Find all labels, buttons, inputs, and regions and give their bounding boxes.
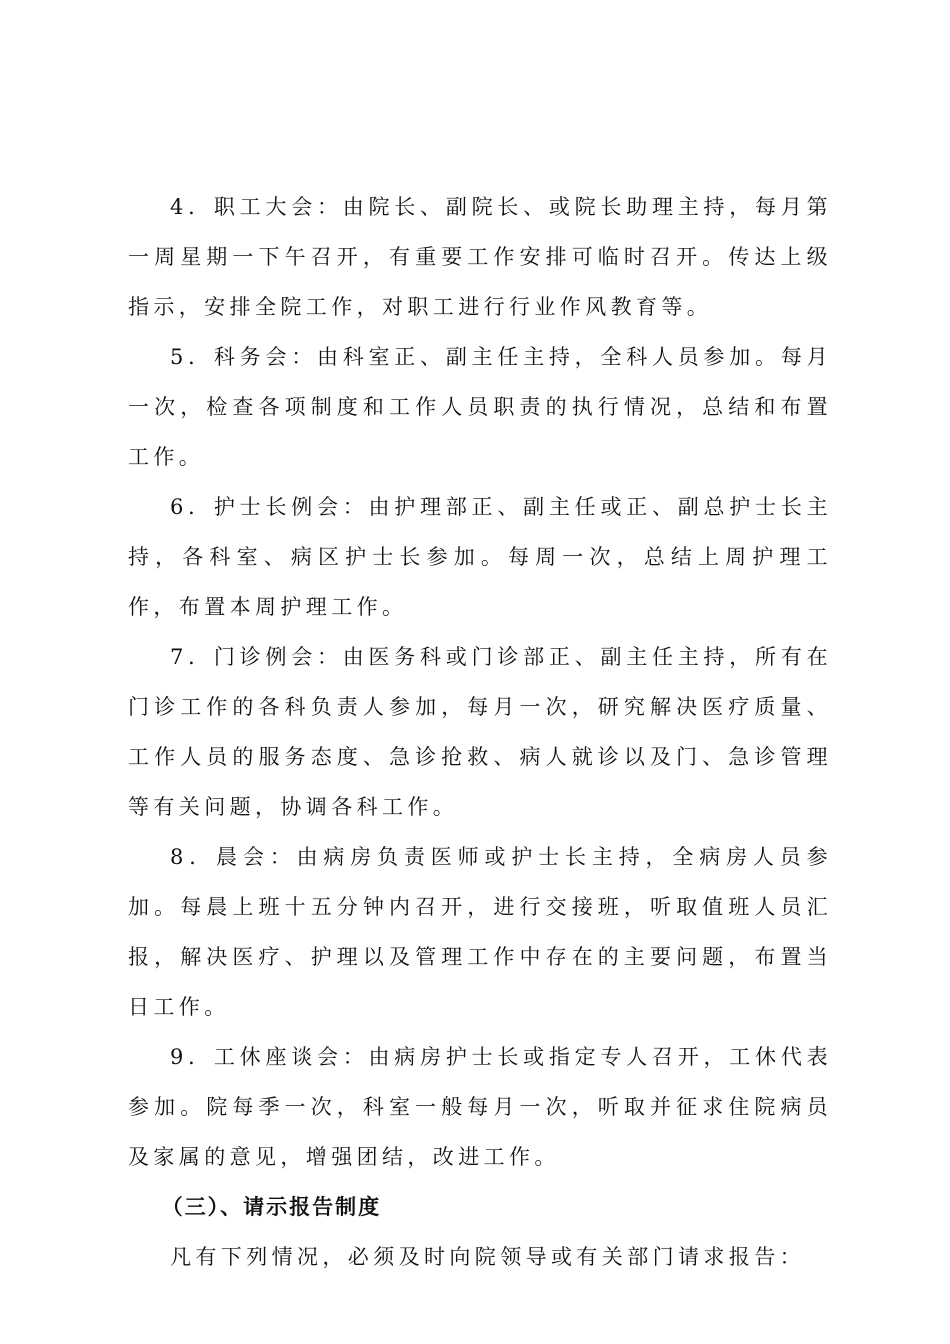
paragraph-head-nurse-meeting: 6．护士长例会：由护理部正、副主任或正、副总护士长主持，各科室、病区护士长参加。每周一次，总结上周护理工作，布置本周护理工作。: [128, 495, 832, 619]
paragraph-morning-meeting: 8．晨会：由病房负责医师或护士长主持，全病房人员参加。每晨上班十五分钟内召开，进行交接班，听取值班人员汇报，解决医疗、护理以及管理工作中存在的主要问题，布置当日工作。: [128, 845, 832, 1019]
paragraph-department-meeting: 5．科务会：由科室正、副主任主持，全科人员参加。每月一次，检查各项制度和工作人员职责的执行情况，总结和布置工作。: [128, 345, 832, 469]
section-heading: （三）、请示报告制度: [161, 1194, 382, 1219]
paragraph-patient-forum: 9．工休座谈会：由病房护士长或指定专人召开，工休代表参加。院每季一次，科室一般每月一次，听取并征求住院病员及家属的意见，增强团结，改进工作。: [128, 1045, 832, 1169]
paragraph-outpatient-meeting: 7．门诊例会：由医务科或门诊部正、副主任主持，所有在门诊工作的各科负责人参加，每月一次，研究解决医疗质量、工作人员的服务态度、急诊抢救、病人就诊以及门、急诊管理等有关问题，协调各科工作。: [128, 645, 832, 819]
document-body: [128, 182, 832, 1282]
paragraph-staff-meeting: 4．职工大会：由院长、副院长、或院长助理主持，每月第一周星期一下午召开，有重要工作安排可临时召开。传达上级指示，安排全院工作，对职工进行行业作风教育等。: [128, 195, 832, 319]
section-intro: 凡有下列情况，必须及时向院领导或有关部门请求报告：: [170, 1245, 805, 1269]
